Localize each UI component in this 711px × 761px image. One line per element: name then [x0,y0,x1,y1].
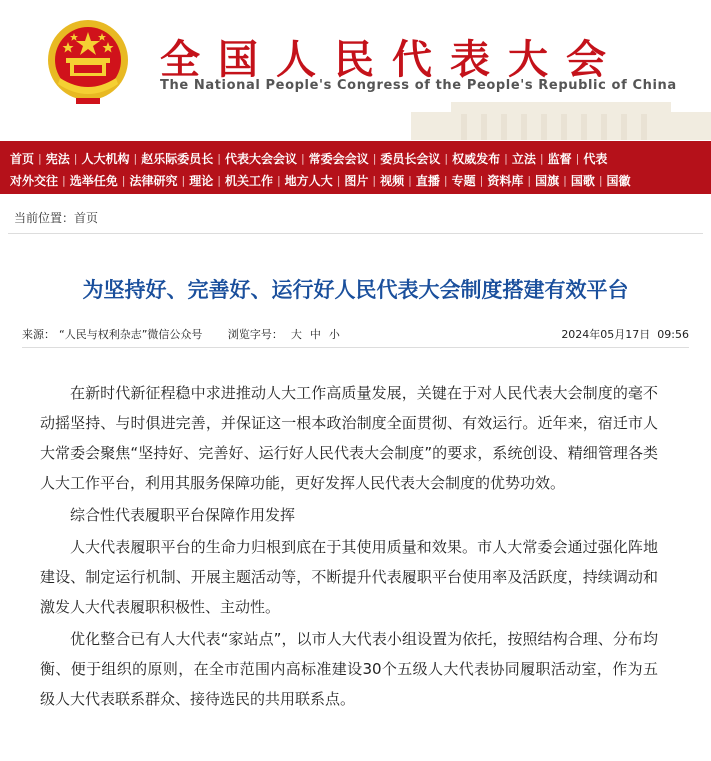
nav-separator: | [121,173,126,187]
font-size-small[interactable]: 小 [328,328,340,341]
nav-item[interactable]: 国徽 [606,173,631,188]
nav-separator: | [539,151,544,165]
national-emblem-icon [46,18,130,108]
nav-separator: | [372,173,377,187]
nav-item[interactable]: 资料库 [487,173,524,188]
font-size-large[interactable]: 大 [290,328,302,341]
breadcrumb-home-link[interactable]: 首页 [74,211,99,225]
nav-item[interactable]: 宪法 [45,151,70,166]
nav-item[interactable]: 理论 [189,173,214,188]
nav-separator: | [504,151,508,165]
nav-separator: | [62,173,66,187]
nav-item[interactable]: 选举任免 [69,173,118,188]
publish-datetime: 2024年05月17日 09:56 [561,328,689,341]
great-hall-illustration [411,92,711,140]
article-paragraph: 优化整合已有人大代表“家站点”，以市人大代表小组设置为依托，按照结构合理、分布均衡、便于组织的原则，在全市范围内高标准建设30个五级人大代表协同履职活动室，作为五级人大代表联系群众、接待选民的共用联系点。 [40,630,658,708]
nav-item[interactable]: 对外交往 [10,173,59,188]
article-paragraph: 人大代表履职平台的生命力归根到底在于其使用质量和效果。市人大常委会通过强化阵地建设、制定运行机制、开展主题活动等，不断提升代表履职平台使用率及活跃度，持续调动和激发人大代表履职积极性、主动性。 [40,538,658,616]
article-title: 为坚持好、完善好、运行好人民代表大会制度搭建有效平台 [82,277,629,302]
nav-item[interactable]: 国歌 [570,173,595,188]
nav-item[interactable]: 人大机构 [81,151,130,166]
nav-item[interactable]: 权威发布 [452,151,501,166]
nav-item[interactable]: 首页 [10,151,35,166]
nav-item[interactable]: 委员长会议 [380,151,441,166]
article-subheading: 综合性代表履职平台保障作用发挥 [70,506,296,524]
nav-separator: | [73,151,78,165]
nav-item[interactable]: 视频 [380,173,405,188]
nav-separator: | [575,151,580,165]
nav-separator: | [181,173,186,187]
nav-item[interactable]: 代表大会会议 [224,151,297,166]
site-header [0,0,711,140]
source-name: “人民与权利杂志”微信公众号 [59,328,203,341]
nav-item[interactable]: 赵乐际委员长 [141,151,214,166]
nav-separator: | [217,151,221,165]
nav-separator: | [372,151,377,165]
nav-item[interactable]: 国旗 [535,173,560,188]
nav-separator: | [300,151,305,165]
nav-separator: | [563,173,567,187]
meta-left [22,326,344,342]
nav-row-2 [6,169,705,191]
site-title-en: The National People's Congress of the People's Republic of China [160,78,677,93]
site-title-cn: 全国人民代表大会 [160,36,624,83]
nav-item[interactable]: 代表 [583,151,608,166]
article-paragraph: 在新时代新征程稳中求进推动人大工作高质量发展，关键在于对人民代表大会制度的毫不动摇坚持、与时俱进完善，并保证这一根本政治制度全面贯彻、有效运行。近年来，宿迁市人大常委会聚焦“坚持好、完善好、运行好人民代表大会制度”的要求，系统创设、精细管理各类人大工作平台，利用其服务保障功能，更好发挥人民代表大会制度的优势功效。 [40,384,658,492]
nav-item[interactable]: 图片 [344,173,369,188]
font-size-medium[interactable]: 中 [309,328,321,341]
nav-item[interactable]: 直播 [415,173,440,188]
nav-separator: | [408,173,412,187]
nav-item[interactable]: 常委会会议 [308,151,369,166]
nav-separator: | [527,173,532,187]
font-size-label: 浏览字号： [227,328,283,341]
nav-row-1 [6,147,705,169]
breadcrumb-label: 当前位置： [14,211,75,225]
nav-separator: | [444,151,449,165]
nav-separator: | [479,173,484,187]
nav-item[interactable]: 立法 [511,151,536,166]
nav-item[interactable]: 监督 [547,151,572,166]
nav-item[interactable]: 专题 [451,173,476,188]
source-label: 来源： [22,328,55,341]
nav-separator: | [217,173,221,187]
main-nav [0,141,711,194]
nav-separator: | [336,173,341,187]
breadcrumb [8,206,703,234]
nav-item[interactable]: 机关工作 [224,173,273,188]
nav-item[interactable]: 地方人大 [284,173,333,188]
nav-separator: | [276,173,281,187]
nav-separator: | [133,151,138,165]
article-body [40,378,658,716]
nav-separator: | [38,151,42,165]
nav-separator: | [443,173,448,187]
article-meta [22,326,689,348]
nav-separator: | [598,173,603,187]
nav-item[interactable]: 法律研究 [129,173,178,188]
